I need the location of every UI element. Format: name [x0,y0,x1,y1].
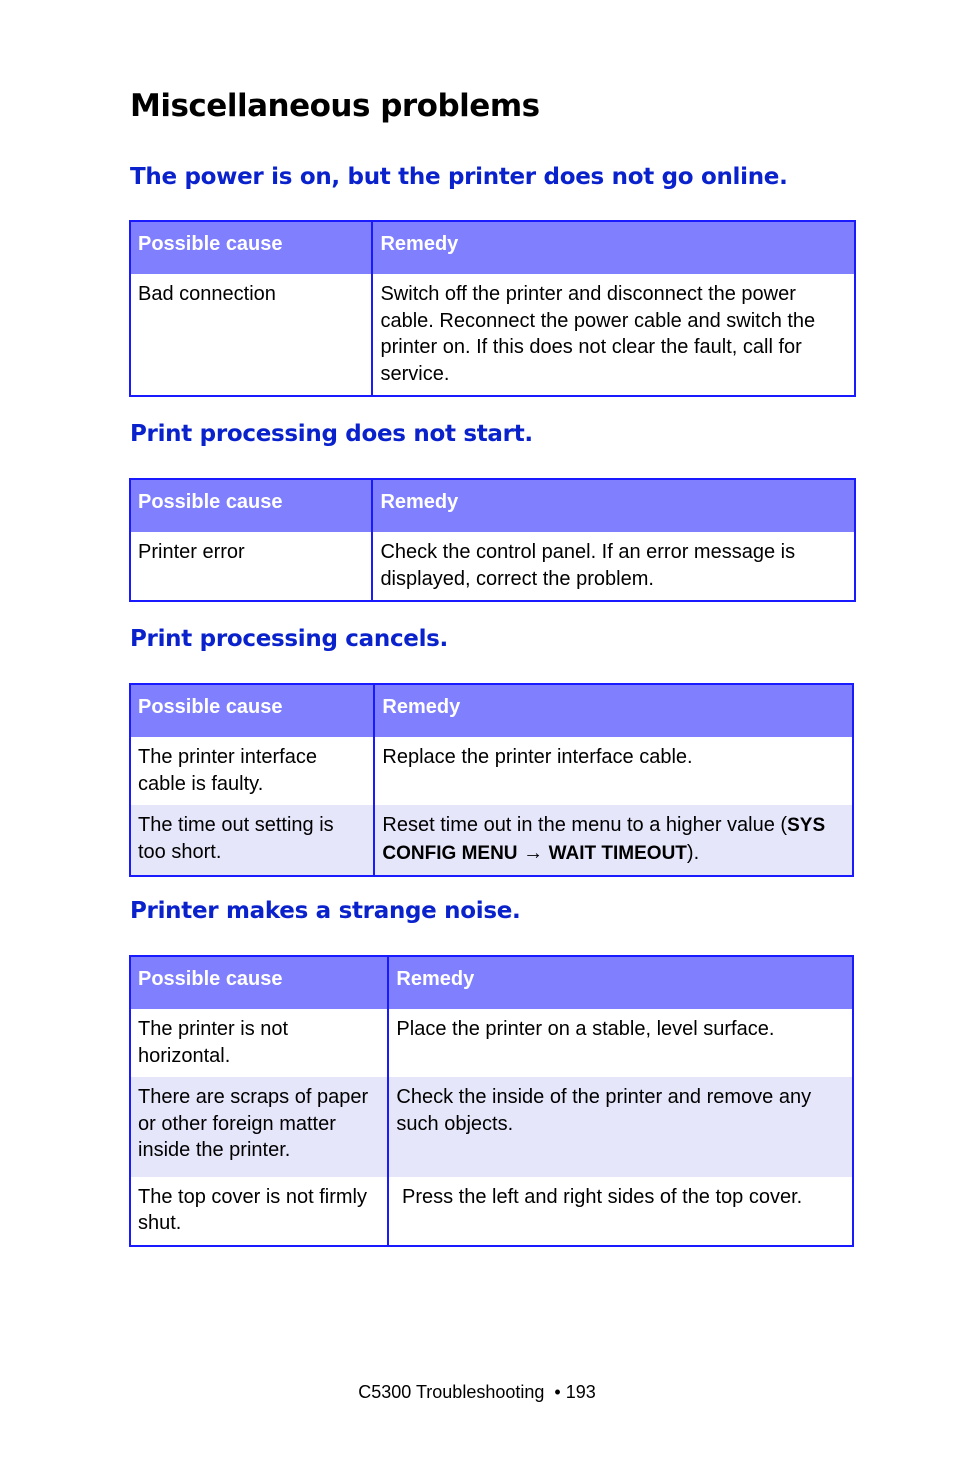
cause-cell: The top cover is not firmly shut. [138,1185,367,1234]
header-possible-cause: Possible cause [130,221,372,274]
header-remedy: Remedy [372,479,855,532]
table-row [130,274,855,396]
remedy-cell: Switch off the printer and disconnect the power cable. Reconnect the power cable and switch the printer on. If this does not clear the fault, call for service. [372,274,855,396]
section-heading-print-cancels: Print processing cancels. [130,626,448,652]
remedy-cell [374,805,853,876]
table-header-row [130,684,853,737]
remedy-cell: Replace the printer interface cable. [374,737,853,805]
table-print-cancels [129,683,854,877]
header-possible-cause: Possible cause [130,684,374,737]
table-header-row [130,221,855,274]
remedy-cell: Press the left and right sides of the top cover. [388,1177,853,1246]
header-remedy: Remedy [374,684,853,737]
arrow-icon: → [523,841,544,864]
table-power-on [129,220,856,397]
table-row [130,1177,853,1246]
remedy-text: Reset time out in the menu to a higher value ( [382,814,788,836]
remedy-cell: Place the printer on a stable, level surface. [388,1009,853,1077]
cause-cell: Bad connection [138,283,276,305]
section-heading-strange-noise: Printer makes a strange noise. [130,898,521,924]
table-row [130,1009,853,1077]
table-print-not-start [129,478,856,602]
page-footer: C5300 Troubleshooting • 193 [358,1382,596,1402]
table-row [130,805,853,876]
table-row [130,737,853,805]
remedy-cell: Check the inside of the printer and remove any such objects. [388,1077,853,1177]
header-possible-cause: Possible cause [130,479,372,532]
cause-cell: There are scraps of paper or other foreign matter inside the printer. [130,1077,388,1177]
remedy-cell: Check the control panel. If an error message is displayed, correct the problem. [372,532,855,601]
section-heading-power-on: The power is on, but the printer does not go online. [130,164,788,190]
table-header-row [130,479,855,532]
table-header-row [130,956,853,1009]
page-title: Miscellaneous problems [130,88,540,124]
section-heading-print-not-start: Print processing does not start. [130,421,533,447]
cause-cell: Printer error [138,541,245,563]
cause-cell: The time out setting is too short. [130,805,374,876]
menu-item-name: WAIT TIMEOUT [548,842,687,864]
header-possible-cause: Possible cause [130,956,388,1009]
menu-name: SYS CONFIG MENU [382,815,826,864]
cause-cell: The printer is not horizontal. [138,1018,289,1067]
remedy-text-end: ). [686,841,700,864]
table-row [130,532,855,601]
header-remedy: Remedy [388,956,853,1009]
table-strange-noise [129,955,854,1247]
cause-cell: The printer interface cable is faulty. [138,746,317,795]
table-row [130,1077,853,1177]
header-remedy: Remedy [372,221,855,274]
